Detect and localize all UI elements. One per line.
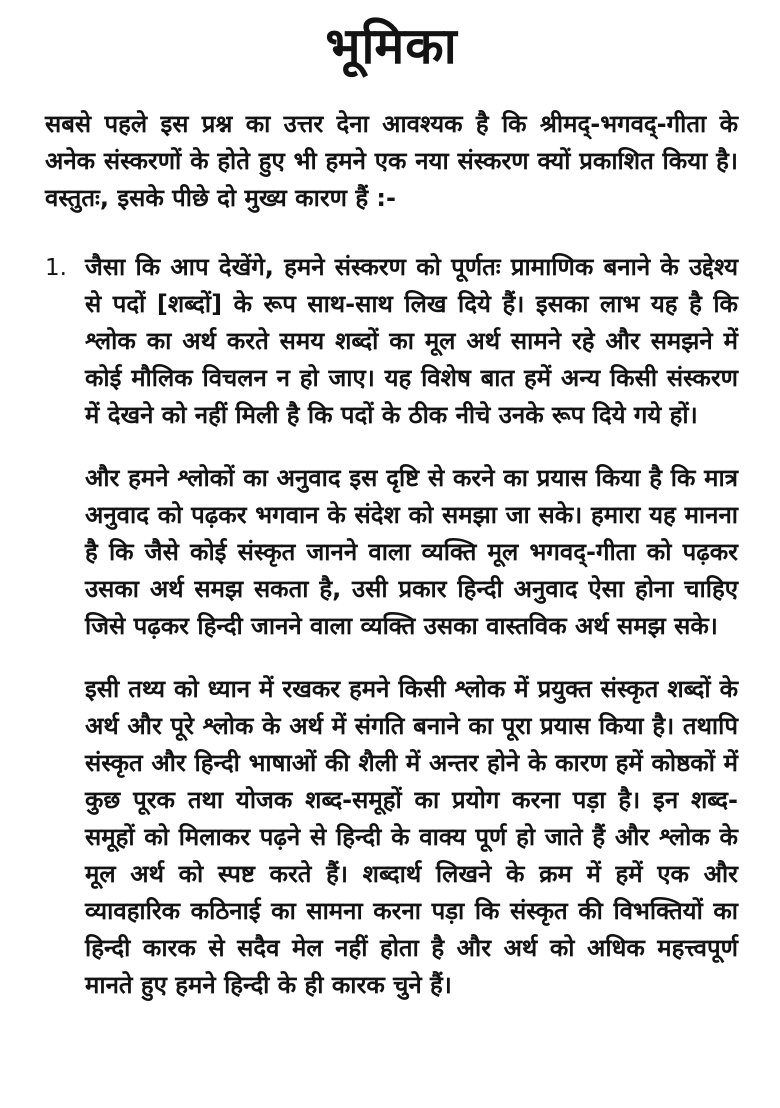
- item-body: [85, 249, 738, 1004]
- numbered-item-1: [45, 249, 738, 1004]
- item-paragraph: इसी तथ्य को ध्यान में रखकर हमने किसी श्लोक में प्रयुक्त संस्कृत शब्दों के अर्थ और पूरे श्लोक के अर्थ में संगति बनाने का पूरा प्रयास किया है। तथापि संस्कृत और हिन्दी भाषाओं की शैली में अन्तर होने के कारण हमें कोष्ठकों में कुछ पूरक तथा योजक शब्द-समूहों का प्रयोग करना पड़ा है। इन शब्द-समूहों को मिलाकर पढ़ने से हिन्दी के वाक्य पूर्ण हो जाते हैं और श्लोक के मूल अर्थ को स्पष्ट करते हैं। शब्दार्थ लिखने के क्रम में हमें एक और व्यावहारिक कठिनाई का सामना करना पड़ा कि संस्कृत की विभक्तियों का हिन्दी कारक से सदैव मेल नहीं होता है और अर्थ को अधिक महत्त्वपूर्ण मानते हुए हमने हिन्दी के ही कारक चुने हैं।: [85, 674, 738, 999]
- item-number: 1.: [45, 254, 67, 281]
- intro-paragraph: सबसे पहले इस प्रश्न का उत्तर देना आवश्यक है कि श्रीमद्-भगवद्-गीता के अनेक संस्करणों के होते हुए भी हमने एक नया संस्करण क्यों प्रकाशित किया है। वस्तुतः, इसके पीछे दो मुख्य कारण हैं :-: [45, 109, 738, 212]
- page-title: भूमिका: [325, 17, 458, 75]
- item-paragraph: और हमने श्लोकों का अनुवाद इस दृष्टि से करने का प्रयास किया है कि मात्र अनुवाद को पढ़कर भगवान के संदेश को समझा जा सके। हमारा यह मानना है कि जैसे कोई संस्कृत जानने वाला व्यक्ति मूल भगवद्-गीता को पढ़कर उसका अर्थ समझ सकता है, उसी प्रकार हिन्दी अनुवाद ऐसा होना चाहिए जिसे पढ़कर हिन्दी जानने वाला व्यक्ति उसका वास्तविक अर्थ समझ सके।: [85, 463, 738, 640]
- item-paragraph: जैसा कि आप देखेंगे, हमने संस्करण को पूर्णतः प्रामाणिक बनाने के उद्देश्य से पदों [शब्दों] के रूप साथ-साथ लिख दिये हैं। इसका लाभ यह है कि श्लोक का अर्थ करते समय शब्दों का मूल अर्थ सामने रहे और समझने में कोई मौलिक विचलन न हो जाए। यह विशेष बात हमें अन्य किसी संस्करण में देखने को नहीं मिली है कि पदों के ठीक नीचे उनके रूप दिये गये हों।: [85, 252, 738, 429]
